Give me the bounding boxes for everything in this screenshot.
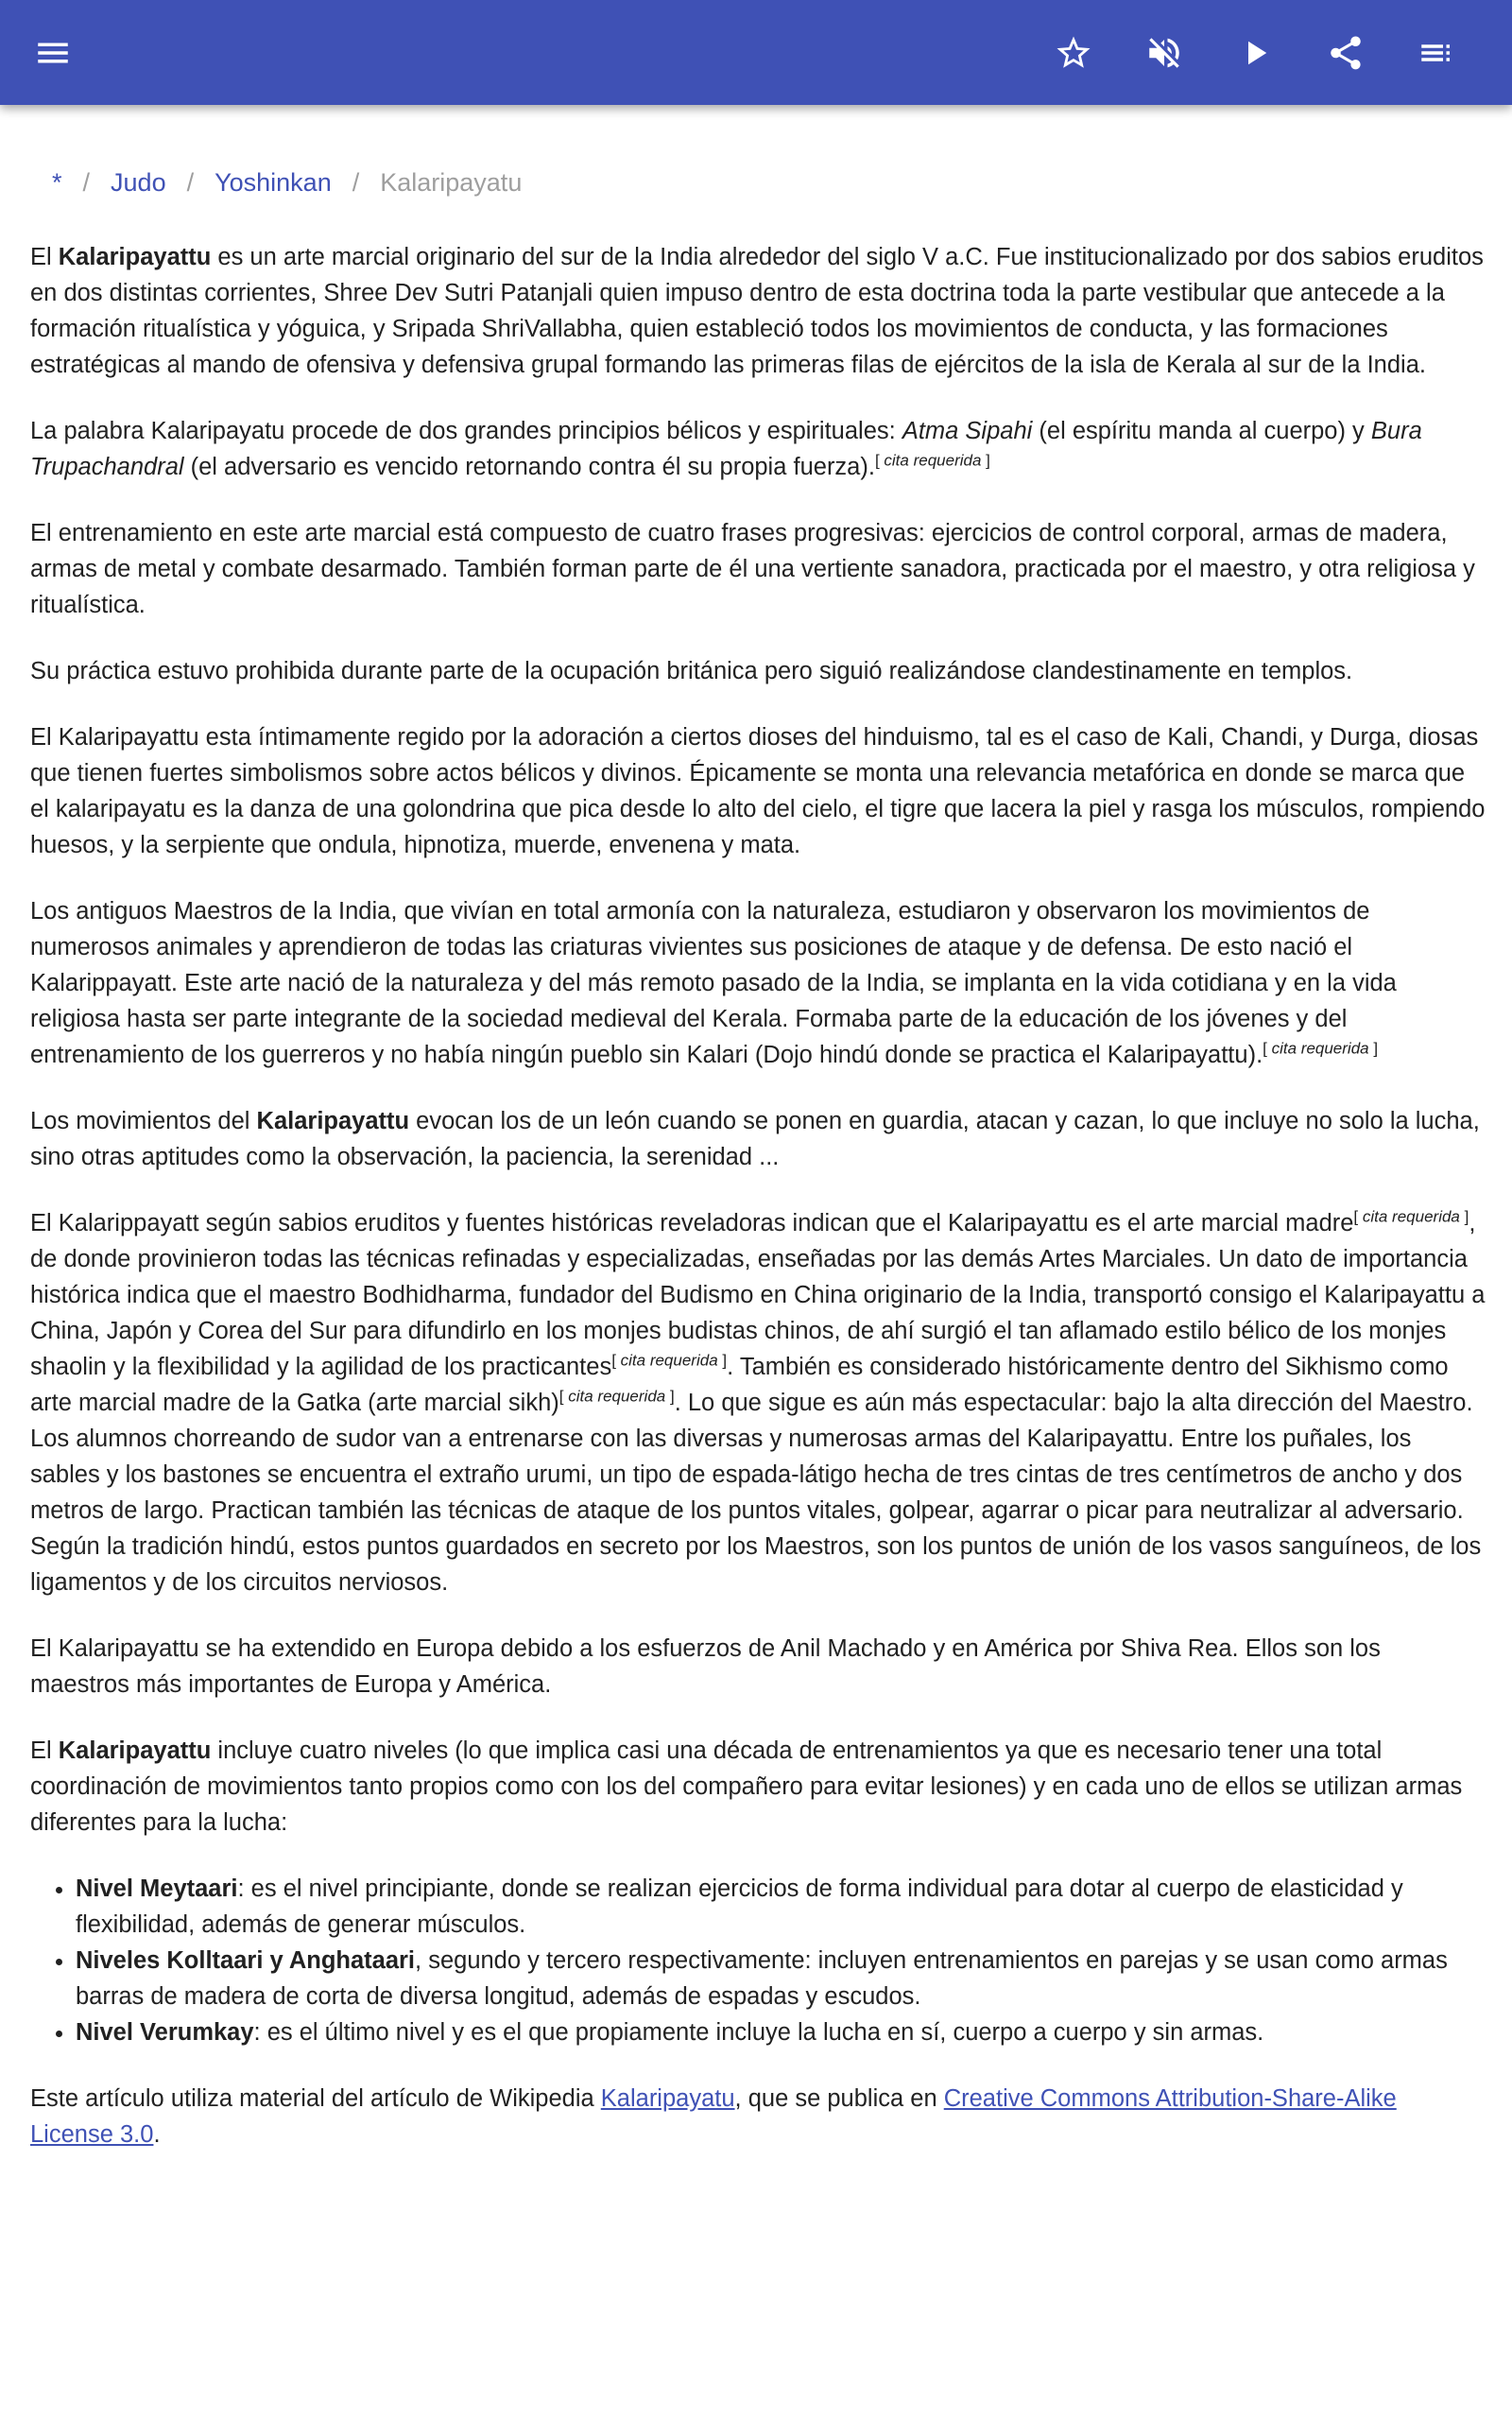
bold-term: Nivel Meytaari (76, 1876, 238, 1902)
play-icon (1235, 33, 1275, 73)
share-button[interactable] (1319, 26, 1372, 79)
app-bar (0, 0, 1512, 105)
breadcrumb-home[interactable]: * (52, 168, 62, 197)
paragraph (30, 893, 1486, 1073)
text: . También es considerado históricamente dentro del Sikhismo como arte marcial madre de la Gatka (arte marcial sikh) (30, 1354, 1449, 1416)
external-link[interactable]: Kalaripayatu (600, 2085, 735, 2112)
paragraph (30, 1205, 1486, 1600)
citation-needed[interactable]: [ cita requerida ] (611, 1351, 728, 1370)
menu-button[interactable] (26, 26, 79, 79)
bold-term: Kalaripayattu (256, 1108, 410, 1134)
volume-off-icon (1144, 33, 1184, 73)
level-item (76, 1943, 1486, 2014)
text: . (153, 2121, 161, 2148)
list-icon (1417, 33, 1456, 73)
text: (el adversario es vencido retornando contra él su propia fuerza). (183, 454, 875, 480)
citation-label: cita requerida (884, 451, 982, 470)
text: Los movimientos del (30, 1108, 257, 1134)
paragraph (30, 653, 1486, 689)
levels-list (30, 1871, 1486, 2050)
text: evocan los de un león cuando se ponen en guardia, atacan y cazan, lo que incluye no solo la lucha, sino otras aptitudes como la observación, la paciencia, la serenidad ... (30, 1108, 1480, 1170)
bookmark-button[interactable] (1047, 26, 1100, 79)
paragraph (30, 1103, 1486, 1175)
italic-term: Bura Trupachandral (30, 418, 1422, 480)
text: Este artículo utiliza material del artículo de Wikipedia (30, 2085, 601, 2112)
play-button[interactable] (1228, 26, 1281, 79)
breadcrumb-judo[interactable]: Judo (111, 168, 166, 197)
bold-term: Kalaripayattu (58, 244, 212, 270)
bold-term: Kalaripayattu (58, 1737, 212, 1764)
article-paragraphs (30, 239, 1486, 1841)
text: incluye cuatro niveles (lo que implica casi una década de entrenamientos ya que es necesario tener una total coordinación de movimientos tanto propios como con los del compañero para evitar lesiones) y en cada uno de ellos se utilizan armas diferentes para la lucha: (30, 1737, 1463, 1836)
contents-button[interactable] (1410, 26, 1463, 79)
paragraph (30, 1631, 1486, 1703)
citation-needed[interactable]: [ cita requerida ] (558, 1387, 675, 1406)
license-note (30, 2081, 1486, 2152)
paragraph (30, 239, 1486, 383)
text: (el espíritu manda al cuerpo) y (1032, 418, 1371, 444)
text: : es el último nivel y es el que propiamente incluye la lucha en sí, cuerpo a cuerpo y sin armas. (253, 2019, 1264, 2046)
external-link[interactable]: Creative Commons Attribution-Share-Alike License 3.0 (30, 2085, 1397, 2148)
paragraph (30, 413, 1486, 485)
breadcrumb-current: Kalaripayatu (380, 168, 523, 197)
text: . Lo que sigue es aún más espectacular: bajo la alta dirección del Maestro. Los alumnos chorreando de sudor van a entrenarse con las diversas y numerosas armas del Kalaripayattu. Entre los puñales, los sables y los bastones se encuentra el extraño urumi, un tipo de espada-látigo hecha de tres cintas de tres centímetros de ancho y dos metros de largo. Practican también las técnicas de ataque de los puntos vitales, golpear, agarrar o picar para neutralizar al adversario. Según la tradición hindú, estos puntos guardados en secreto por los Maestros, son los puntos de unión de los vasos sanguíneos, de los ligamentos y de los circuitos nerviosos. (30, 1390, 1482, 1596)
breadcrumb-separator: / (352, 168, 360, 197)
text: La palabra Kalaripayatu procede de dos grandes principios bélicos y espirituales: (30, 418, 902, 444)
text: Los antiguos Maestros de la India, que vivían en total armonía con la naturaleza, estudiaron y observaron los movimientos de numerosos animales y aprendieron de todas las criaturas vivientes sus posiciones de ataque y de defensa. De esto nació el Kalarippayatt. Este arte nació de la naturaleza y del más remoto pasado de la India, se implanta en la vida cotidiana y en la vida religiosa hasta ser parte integrante de la sociedad medieval del Kerala. Formaba parte de la educación de los jóvenes y del entrenamiento de los guerreros y no había ningún pueblo sin Kalari (Dojo hindú donde se practica el Kalaripayattu). (30, 898, 1397, 1068)
bold-term: Niveles Kolltaari y Anghataari (76, 1947, 416, 1974)
citation-needed[interactable]: [ cita requerida ] (1353, 1207, 1469, 1226)
breadcrumb-yoshinkan[interactable]: Yoshinkan (215, 168, 332, 197)
text: El (30, 1737, 59, 1764)
breadcrumb (52, 168, 522, 198)
share-icon (1326, 33, 1366, 73)
citation-label: cita requerida (1271, 1039, 1369, 1058)
star-icon (1054, 33, 1093, 73)
breadcrumb-separator: / (82, 168, 91, 197)
citation-label: cita requerida (620, 1351, 718, 1370)
breadcrumb-separator: / (186, 168, 195, 197)
mute-button[interactable] (1138, 26, 1191, 79)
text: , que se publica en (734, 2085, 944, 2112)
text: , de donde provinieron todas las técnicas refinadas y especializadas, enseñadas por las demás Artes Marciales. Un dato de importancia histórica indica que el maestro Bodhidharma, fundador del Budismo en China originario de la India, transportó consigo el Kalaripayattu a China, Japón y Corea del Sur para difundirlo en los monjes budistas chinos, de ahí surgió el tan aflamado estilo bélico de los monjes shaolin y la flexibilidad y la agilidad de los practicantes (30, 1210, 1486, 1380)
text: Su práctica estuvo prohibida durante parte de la ocupación británica pero siguió realizándose clandestinamente en templos. (30, 658, 1353, 684)
text: El Kalaripayattu se ha extendido en Europa debido a los esfuerzos de Anil Machado y en América por Shiva Rea. Ellos son los maestros más importantes de Europa y América. (30, 1635, 1381, 1698)
citation-needed[interactable]: [ cita requerida ] (1263, 1039, 1379, 1058)
citation-label: cita requerida (568, 1387, 666, 1406)
italic-term: Atma Sipahi (902, 418, 1033, 444)
text: El (30, 244, 59, 270)
text: El Kalaripayattu esta íntimamente regido por la adoración a ciertos dioses del hinduismo, tal es el caso de Kali, Chandi, y Durga, diosas que tienen fuertes simbolismos sobre actos bélicos y divinos. Épicamente se monta una relevancia metafórica en donde se marca que el kalaripayatu es la danza de una golondrina que pica desde lo alto del cielo, el tigre que lacera la piel y rasga los músculos, rompiendo huesos, y la serpiente que ondula, hipnotiza, muerde, envenena y mata. (30, 724, 1486, 858)
citation-label: cita requerida (1362, 1207, 1460, 1226)
text: El Kalarippayatt según sabios eruditos y fuentes históricas reveladoras indican que el Kalaripayattu es el arte marcial madre (30, 1210, 1354, 1236)
text: El entrenamiento en este arte marcial está compuesto de cuatro frases progresivas: ejercicios de control corporal, armas de madera, armas de metal y combate desarmado. También forman parte de él una vertiente sanadora, practicada por el maestro, y otra religiosa y ritualística. (30, 520, 1475, 618)
level-item (76, 2014, 1486, 2050)
text: es un arte marcial originario del sur de la India alrededor del siglo V a.C. Fue institucionalizado por dos sabios eruditos en dos distintas corrientes, Shree Dev Sutri Patanjali quien impuso dentro de esta doctrina toda la parte vestibular que antecede a la formación ritualística y yóguica, y Sripada ShriVallabha, quien estableció todos los movimientos de conducta, y las formaciones estratégicas al mando de ofensiva y defensiva grupal formando las primeras filas de ejércitos de la isla de Kerala al sur de la India. (30, 244, 1484, 378)
menu-icon (33, 33, 73, 73)
level-item (76, 1871, 1486, 1943)
article-body (30, 239, 1486, 2183)
paragraph (30, 719, 1486, 863)
paragraph (30, 1733, 1486, 1841)
paragraph (30, 515, 1486, 623)
text: : es el nivel principiante, donde se realizan ejercicios de forma individual para dotar al cuerpo de elasticidad y flexibilidad, además de generar músculos. (76, 1876, 1403, 1938)
text: , segundo y tercero respectivamente: incluyen entrenamientos en parejas y se usan como armas barras de madera de corta de diversa longitud, además de espadas y escudos. (76, 1947, 1448, 2010)
bold-term: Nivel Verumkay (76, 2019, 254, 2046)
citation-needed[interactable]: [ cita requerida ] (874, 451, 990, 470)
